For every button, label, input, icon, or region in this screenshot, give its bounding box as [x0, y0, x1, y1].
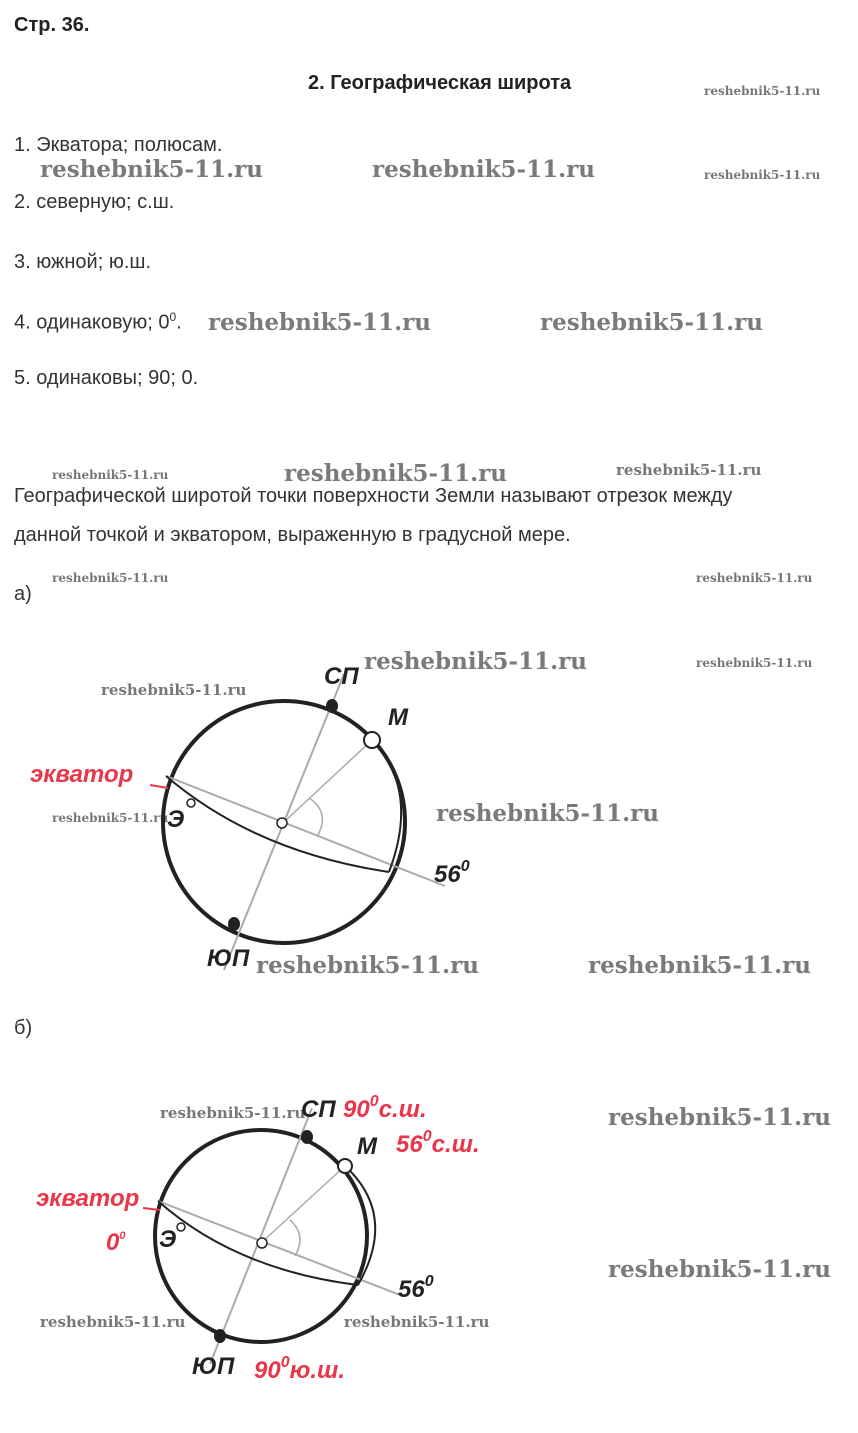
point-m-latitude — [396, 1128, 480, 1158]
north-pole-marker — [301, 1130, 313, 1144]
watermark: reshebnik5-11.ru — [608, 1256, 831, 1283]
definition-line-2: данной точкой и экватором, выраженную в градусной мере. — [14, 524, 571, 546]
watermark: reshebnik5-11.ru — [52, 571, 169, 585]
south-lat-unit: ю.ш. — [289, 1357, 346, 1384]
equator-lat-degree: 0 — [119, 1230, 126, 1242]
angle-arc — [290, 1220, 300, 1256]
watermark: reshebnik5-11.ru — [52, 811, 169, 825]
watermark: reshebnik5-11.ru — [208, 309, 431, 336]
answer-1: 1. Экватора; полюсам. — [14, 134, 223, 156]
angle-value: 56 — [398, 1276, 425, 1303]
equator-lat-value: 0 — [106, 1229, 120, 1256]
figure-a-label: а) — [14, 583, 32, 605]
angle-label — [398, 1273, 434, 1303]
angle-degree: 0 — [424, 1273, 434, 1290]
watermark: reshebnik5-11.ru — [101, 681, 247, 699]
point-e-label: Э — [159, 1226, 177, 1253]
page-number: Стр. 36. — [14, 14, 90, 36]
definition-line-1: Географической широтой точки поверхности Земли называют отрезок между — [14, 485, 733, 507]
north-lat-unit: с.ш. — [378, 1096, 427, 1123]
watermark: reshebnik5-11.ru — [436, 800, 659, 827]
point-lat-unit: с.ш. — [431, 1131, 480, 1158]
south-pole-marker — [214, 1329, 226, 1343]
equator-latitude — [106, 1229, 126, 1256]
section-title: 2. Географическая широта — [308, 72, 572, 94]
watermark: reshebnik5-11.ru — [160, 1104, 306, 1122]
answer-4-tail: . — [176, 311, 182, 334]
north-pole-label: СП — [301, 1096, 336, 1123]
equator-word: экватор — [30, 761, 134, 788]
point-e-marker — [177, 1223, 185, 1231]
point-m-marker — [338, 1159, 352, 1173]
angle-degree: 0 — [460, 858, 470, 875]
center-marker — [257, 1238, 267, 1248]
watermark: reshebnik5-11.ru — [616, 461, 762, 479]
north-lat-degree: 0 — [369, 1093, 379, 1110]
point-e-label: Э — [167, 806, 185, 833]
north-pole-label: СП — [324, 663, 359, 690]
south-pole-latitude — [254, 1354, 345, 1384]
north-pole-latitude — [343, 1093, 427, 1123]
answer-5: 5. одинаковы; 90; 0. — [14, 367, 199, 389]
watermark: reshebnik5-11.ru — [40, 156, 263, 183]
equator-word: экватор — [36, 1185, 140, 1212]
watermark: reshebnik5-11.ru — [696, 571, 813, 585]
watermark: reshebnik5-11.ru — [704, 84, 821, 98]
earth-axis — [210, 1108, 312, 1364]
watermark: reshebnik5-11.ru — [696, 656, 813, 670]
watermark: reshebnik5-11.ru — [364, 648, 587, 675]
point-lat-value: 56 — [396, 1131, 423, 1158]
answer-2: 2. северную; с.ш. — [14, 191, 175, 213]
point-m-label: М — [357, 1133, 377, 1160]
answer-4-text: 4. одинаковую; 0 — [14, 311, 170, 334]
watermark: reshebnik5-11.ru — [608, 1104, 831, 1131]
point-lat-degree: 0 — [422, 1128, 432, 1145]
south-lat-degree: 0 — [280, 1354, 290, 1371]
watermark: reshebnik5-11.ru — [40, 1313, 186, 1331]
angle-value: 56 — [434, 861, 461, 888]
watermark: reshebnik5-11.ru — [588, 952, 811, 979]
south-lat-value: 90 — [254, 1357, 281, 1384]
north-lat-value: 90 — [343, 1096, 370, 1123]
watermark: reshebnik5-11.ru — [344, 1313, 490, 1331]
latitude-arc — [345, 1166, 375, 1285]
south-pole-label: ЮП — [207, 945, 250, 972]
watermark: reshebnik5-11.ru — [284, 460, 507, 487]
watermark: reshebnik5-11.ru — [704, 168, 821, 182]
watermark: reshebnik5-11.ru — [372, 156, 595, 183]
point-m-label: М — [388, 704, 408, 731]
answer-4-degree: 0 — [169, 310, 177, 324]
watermark: reshebnik5-11.ru — [52, 468, 169, 482]
answer-3: 3. южной; ю.ш. — [14, 251, 152, 273]
figure-b-label: б) — [14, 1017, 33, 1039]
watermark: reshebnik5-11.ru — [256, 952, 479, 979]
watermark: reshebnik5-11.ru — [540, 309, 763, 336]
south-pole-label: ЮП — [192, 1353, 235, 1380]
